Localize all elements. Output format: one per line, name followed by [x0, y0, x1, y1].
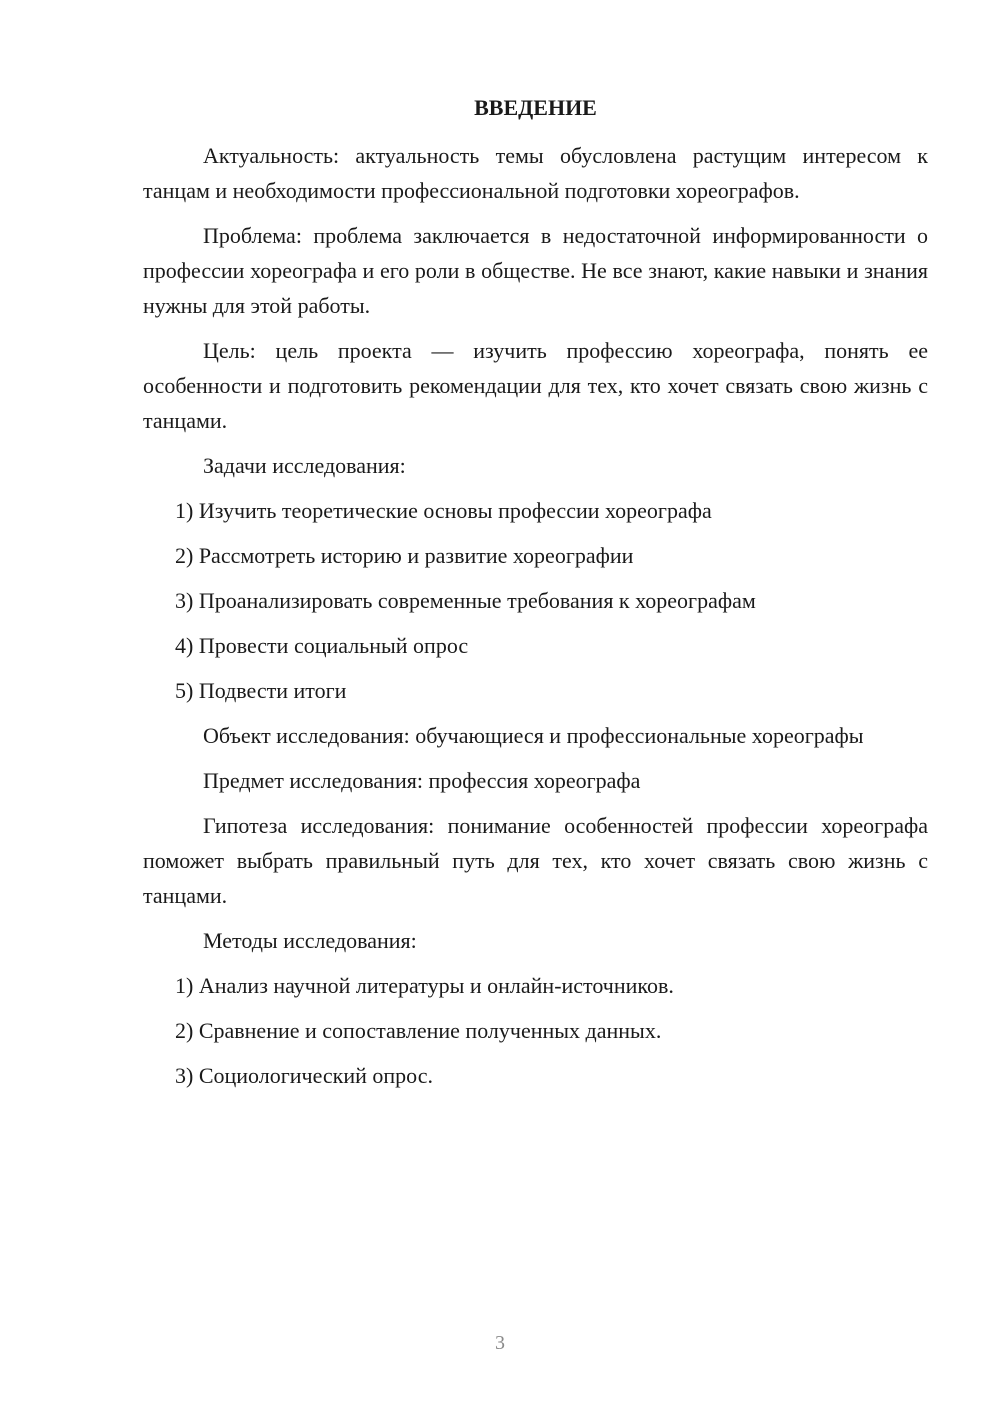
list-item: 1) Изучить теоретические основы профессии хореографа	[175, 498, 712, 523]
list-item: 2) Рассмотреть историю и развитие хореографии	[175, 543, 634, 568]
tasks-heading: Задачи исследования:	[203, 453, 406, 478]
methods-heading: Методы исследования:	[203, 928, 417, 953]
page-number: 3	[495, 1332, 505, 1354]
list-item: 3) Социологический опрос.	[175, 1063, 433, 1088]
list-item: 1) Анализ научной литературы и онлайн-источников.	[175, 973, 674, 998]
tasks-list	[143, 493, 928, 708]
hypothesis-paragraph: Гипотеза исследования: понимание особенностей профессии хореографа поможет выбрать правильный путь для тех, кто хочет связать свою жизнь с танцами.	[143, 813, 928, 908]
list-item: 3) Проанализировать современные требования к хореографам	[175, 588, 756, 613]
list-item: 2) Сравнение и сопоставление полученных данных.	[175, 1018, 662, 1043]
relevance-paragraph: Актуальность: актуальность темы обусловлена растущим интересом к танцам и необходимости профессиональной подготовки хореографов.	[143, 143, 928, 203]
goal-paragraph: Цель: цель проекта — изучить профессию хореографа, понять ее особенности и подготовить рекомендации для тех, кто хочет связать свою жизнь с танцами.	[143, 338, 928, 433]
document-page	[143, 88, 928, 1103]
list-item: 5) Подвести итоги	[175, 678, 347, 703]
subject-paragraph: Предмет исследования: профессия хореографа	[203, 768, 641, 793]
object-paragraph: Объект исследования: обучающиеся и профессиональные хореографы	[203, 723, 864, 748]
list-item: 4) Провести социальный опрос	[175, 633, 469, 658]
methods-list	[143, 968, 928, 1093]
problem-paragraph: Проблема: проблема заключается в недостаточной информированности о профессии хореографа и его роли в обществе. Не все знают, какие навыки и знания нужны для этой работы.	[143, 223, 928, 318]
section-title: ВВЕДЕНИЕ	[474, 95, 597, 120]
